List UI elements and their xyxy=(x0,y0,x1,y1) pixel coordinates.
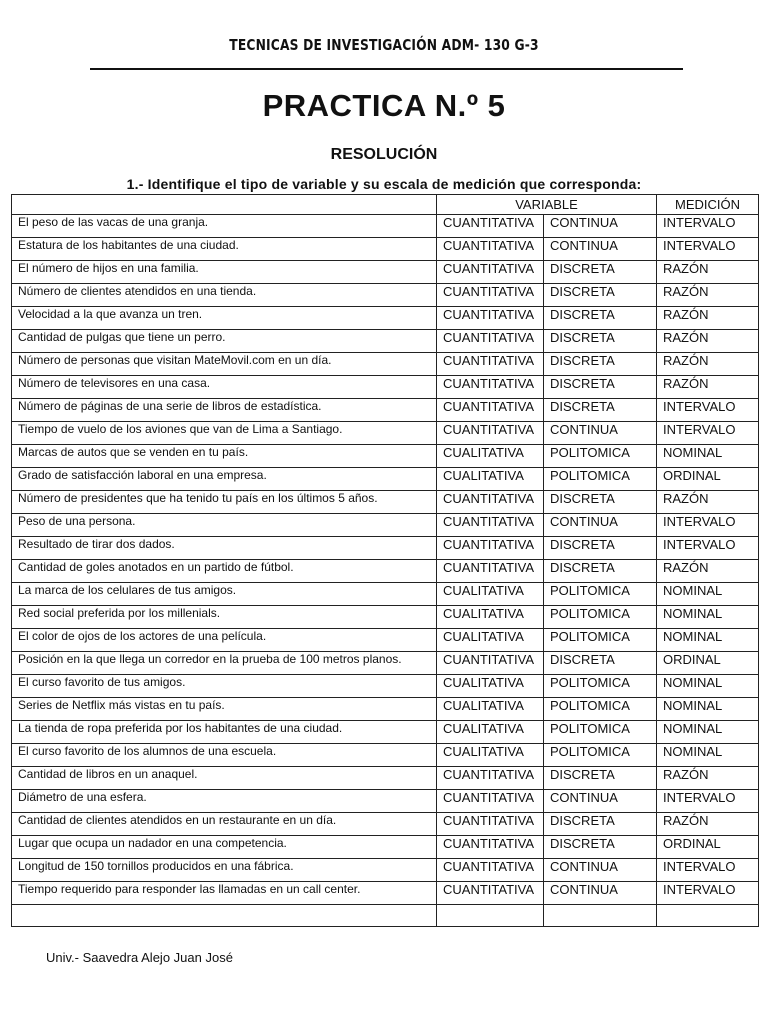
variable-subtype-cell: DISCRETA xyxy=(544,307,657,330)
section-subtitle: RESOLUCIÓN xyxy=(330,146,438,163)
variable-type-cell: CUANTITATIVA xyxy=(437,284,544,307)
variable-type-cell: CUALITATIVA xyxy=(437,445,544,468)
variable-description-cell: La marca de los celulares de tus amigos. xyxy=(12,583,437,606)
variable-description-cell: La tienda de ropa preferida por los habitantes de una ciudad. xyxy=(12,721,437,744)
variable-subtype-cell: POLITOMICA xyxy=(544,583,657,606)
variable-description-cell: Longitud de 150 tornillos producidos en una fábrica. xyxy=(12,859,437,882)
variable-description-cell: Velocidad a la que avanza un tren. xyxy=(12,307,437,330)
table-row xyxy=(12,583,759,606)
variable-type-cell: CUANTITATIVA xyxy=(437,514,544,537)
measurement-scale-cell: RAZÓN xyxy=(657,813,759,836)
variable-description-cell: Red social preferida por los millenials. xyxy=(12,606,437,629)
table-row xyxy=(12,629,759,652)
author-name: Univ.- Saavedra Alejo Juan José xyxy=(46,950,233,965)
variable-description-cell: Número de personas que visitan MateMovil.com en un día. xyxy=(12,353,437,376)
measurement-scale-cell: RAZÓN xyxy=(657,330,759,353)
table-row xyxy=(12,698,759,721)
page-title: PRACTICA N.º 5 xyxy=(262,88,506,123)
measurement-scale-cell: INTERVALO xyxy=(657,422,759,445)
variable-description-cell: Diámetro de una esfera. xyxy=(12,790,437,813)
header-empty-cell xyxy=(12,195,437,215)
measurement-scale-cell: ORDINAL xyxy=(657,468,759,491)
table-row xyxy=(12,284,759,307)
variable-subtype-cell: CONTINUA xyxy=(544,859,657,882)
table-row xyxy=(12,422,759,445)
variable-subtype-cell: POLITOMICA xyxy=(544,468,657,491)
variable-subtype-cell: DISCRETA xyxy=(544,560,657,583)
variable-type-cell: CUANTITATIVA xyxy=(437,882,544,905)
header-medicion: MEDICIÓN xyxy=(657,195,759,215)
measurement-scale-cell: INTERVALO xyxy=(657,399,759,422)
table-row xyxy=(12,675,759,698)
measurement-scale-cell: RAZÓN xyxy=(657,767,759,790)
variable-subtype-cell: DISCRETA xyxy=(544,491,657,514)
empty-cell xyxy=(437,905,544,927)
table-row xyxy=(12,399,759,422)
variable-description-cell: Cantidad de clientes atendidos en un restaurante en un día. xyxy=(12,813,437,836)
empty-cell xyxy=(657,905,759,927)
table-row xyxy=(12,330,759,353)
empty-cell xyxy=(12,905,437,927)
variable-type-cell: CUALITATIVA xyxy=(437,675,544,698)
variable-type-cell: CUANTITATIVA xyxy=(437,652,544,675)
table-row xyxy=(12,215,759,238)
table-row xyxy=(12,652,759,675)
measurement-scale-cell: RAZÓN xyxy=(657,261,759,284)
variable-description-cell: El color de ojos de los actores de una película. xyxy=(12,629,437,652)
variable-description-cell: Cantidad de libros en un anaquel. xyxy=(12,767,437,790)
variable-type-cell: CUALITATIVA xyxy=(437,606,544,629)
table-row xyxy=(12,445,759,468)
variable-subtype-cell: DISCRETA xyxy=(544,376,657,399)
variable-type-cell: CUALITATIVA xyxy=(437,468,544,491)
table-row xyxy=(12,376,759,399)
table-row xyxy=(12,560,759,583)
variable-type-cell: CUANTITATIVA xyxy=(437,353,544,376)
variable-description-cell: Grado de satisfacción laboral en una empresa. xyxy=(12,468,437,491)
table-row xyxy=(12,353,759,376)
variable-description-cell: Peso de una persona. xyxy=(12,514,437,537)
variable-type-cell: CUANTITATIVA xyxy=(437,238,544,261)
header-divider xyxy=(90,68,683,70)
variable-type-cell: CUALITATIVA xyxy=(437,721,544,744)
variable-subtype-cell: CONTINUA xyxy=(544,422,657,445)
measurement-scale-cell: RAZÓN xyxy=(657,491,759,514)
measurement-scale-cell: NOMINAL xyxy=(657,445,759,468)
variable-subtype-cell: POLITOMICA xyxy=(544,606,657,629)
variable-description-cell: El peso de las vacas de una granja. xyxy=(12,215,437,238)
table-row xyxy=(12,606,759,629)
variable-type-cell: CUANTITATIVA xyxy=(437,422,544,445)
variable-subtype-cell: CONTINUA xyxy=(544,215,657,238)
variable-description-cell: Número de televisores en una casa. xyxy=(12,376,437,399)
variable-type-cell: CUANTITATIVA xyxy=(437,836,544,859)
variable-subtype-cell: DISCRETA xyxy=(544,399,657,422)
measurement-scale-cell: NOMINAL xyxy=(657,744,759,767)
variable-description-cell: Lugar que ocupa un nadador en una competencia. xyxy=(12,836,437,859)
variable-type-cell: CUANTITATIVA xyxy=(437,330,544,353)
table-row xyxy=(12,721,759,744)
measurement-scale-cell: INTERVALO xyxy=(657,514,759,537)
measurement-scale-cell: NOMINAL xyxy=(657,583,759,606)
variable-subtype-cell: CONTINUA xyxy=(544,790,657,813)
variable-type-cell: CUANTITATIVA xyxy=(437,790,544,813)
table-row xyxy=(12,491,759,514)
variable-type-cell: CUALITATIVA xyxy=(437,629,544,652)
variable-type-cell: CUANTITATIVA xyxy=(437,307,544,330)
variable-subtype-cell: DISCRETA xyxy=(544,353,657,376)
variable-subtype-cell: POLITOMICA xyxy=(544,675,657,698)
header-variable: VARIABLE xyxy=(437,195,657,215)
variable-subtype-cell: POLITOMICA xyxy=(544,698,657,721)
variable-description-cell: Resultado de tirar dos dados. xyxy=(12,537,437,560)
variables-table-body xyxy=(12,195,759,927)
measurement-scale-cell: NOMINAL xyxy=(657,698,759,721)
variable-type-cell: CUANTITATIVA xyxy=(437,491,544,514)
table-row xyxy=(12,813,759,836)
variable-description-cell: Series de Netflix más vistas en tu país. xyxy=(12,698,437,721)
variable-description-cell: Número de presidentes que ha tenido tu país en los últimos 5 años. xyxy=(12,491,437,514)
variable-description-cell: Marcas de autos que se venden en tu país. xyxy=(12,445,437,468)
measurement-scale-cell: INTERVALO xyxy=(657,882,759,905)
table-row xyxy=(12,790,759,813)
variable-subtype-cell: DISCRETA xyxy=(544,836,657,859)
variable-type-cell: CUANTITATIVA xyxy=(437,376,544,399)
measurement-scale-cell: RAZÓN xyxy=(657,376,759,399)
variable-description-cell: Posición en la que llega un corredor en la prueba de 100 metros planos. xyxy=(12,652,437,675)
table-row xyxy=(12,514,759,537)
variable-subtype-cell: CONTINUA xyxy=(544,882,657,905)
variable-description-cell: Cantidad de goles anotados en un partido de fútbol. xyxy=(12,560,437,583)
course-header: TECNICAS DE INVESTIGACIÓN ADM- 130 G-3 xyxy=(229,36,539,54)
measurement-scale-cell: RAZÓN xyxy=(657,284,759,307)
measurement-scale-cell: RAZÓN xyxy=(657,307,759,330)
measurement-scale-cell: INTERVALO xyxy=(657,859,759,882)
table-row xyxy=(12,468,759,491)
measurement-scale-cell: NOMINAL xyxy=(657,629,759,652)
table-empty-row xyxy=(12,905,759,927)
measurement-scale-cell: INTERVALO xyxy=(657,215,759,238)
variable-description-cell: Tiempo requerido para responder las llamadas en un call center. xyxy=(12,882,437,905)
variable-description-cell: El curso favorito de los alumnos de una escuela. xyxy=(12,744,437,767)
variable-type-cell: CUANTITATIVA xyxy=(437,537,544,560)
table-row xyxy=(12,537,759,560)
variable-subtype-cell: POLITOMICA xyxy=(544,629,657,652)
table-row xyxy=(12,261,759,284)
variable-type-cell: CUANTITATIVA xyxy=(437,859,544,882)
variable-description-cell: El número de hijos en una familia. xyxy=(12,261,437,284)
variable-subtype-cell: POLITOMICA xyxy=(544,721,657,744)
variable-subtype-cell: DISCRETA xyxy=(544,330,657,353)
variable-type-cell: CUANTITATIVA xyxy=(437,261,544,284)
measurement-scale-cell: NOMINAL xyxy=(657,721,759,744)
variable-subtype-cell: DISCRETA xyxy=(544,284,657,307)
table-header-row xyxy=(12,195,759,215)
variable-description-cell: Número de páginas de una serie de libros de estadística. xyxy=(12,399,437,422)
question-instruction: 1.- Identifique el tipo de variable y su escala de medición que corresponda: xyxy=(126,176,642,192)
table-row xyxy=(12,767,759,790)
measurement-scale-cell: NOMINAL xyxy=(657,606,759,629)
variable-subtype-cell: CONTINUA xyxy=(544,238,657,261)
variable-type-cell: CUANTITATIVA xyxy=(437,767,544,790)
variable-subtype-cell: DISCRETA xyxy=(544,813,657,836)
variable-description-cell: Cantidad de pulgas que tiene un perro. xyxy=(12,330,437,353)
variables-table xyxy=(11,194,759,927)
table-row xyxy=(12,836,759,859)
variable-subtype-cell: DISCRETA xyxy=(544,652,657,675)
variable-description-cell: Número de clientes atendidos en una tienda. xyxy=(12,284,437,307)
variable-description-cell: Tiempo de vuelo de los aviones que van de Lima a Santiago. xyxy=(12,422,437,445)
measurement-scale-cell: RAZÓN xyxy=(657,560,759,583)
variable-subtype-cell: CONTINUA xyxy=(544,514,657,537)
measurement-scale-cell: ORDINAL xyxy=(657,836,759,859)
table-row xyxy=(12,238,759,261)
variable-subtype-cell: POLITOMICA xyxy=(544,744,657,767)
empty-cell xyxy=(544,905,657,927)
measurement-scale-cell: RAZÓN xyxy=(657,353,759,376)
measurement-scale-cell: INTERVALO xyxy=(657,790,759,813)
variable-type-cell: CUALITATIVA xyxy=(437,744,544,767)
variable-type-cell: CUANTITATIVA xyxy=(437,215,544,238)
measurement-scale-cell: ORDINAL xyxy=(657,652,759,675)
measurement-scale-cell: NOMINAL xyxy=(657,675,759,698)
variable-type-cell: CUANTITATIVA xyxy=(437,560,544,583)
variable-description-cell: Estatura de los habitantes de una ciudad. xyxy=(12,238,437,261)
table-row xyxy=(12,744,759,767)
table-row xyxy=(12,307,759,330)
table-row xyxy=(12,859,759,882)
variable-subtype-cell: DISCRETA xyxy=(544,767,657,790)
variable-type-cell: CUANTITATIVA xyxy=(437,813,544,836)
variable-description-cell: El curso favorito de tus amigos. xyxy=(12,675,437,698)
measurement-scale-cell: INTERVALO xyxy=(657,537,759,560)
variable-subtype-cell: DISCRETA xyxy=(544,261,657,284)
variable-type-cell: CUANTITATIVA xyxy=(437,399,544,422)
table-row xyxy=(12,882,759,905)
variable-subtype-cell: DISCRETA xyxy=(544,537,657,560)
variable-subtype-cell: POLITOMICA xyxy=(544,445,657,468)
measurement-scale-cell: INTERVALO xyxy=(657,238,759,261)
variable-type-cell: CUALITATIVA xyxy=(437,698,544,721)
variable-type-cell: CUALITATIVA xyxy=(437,583,544,606)
